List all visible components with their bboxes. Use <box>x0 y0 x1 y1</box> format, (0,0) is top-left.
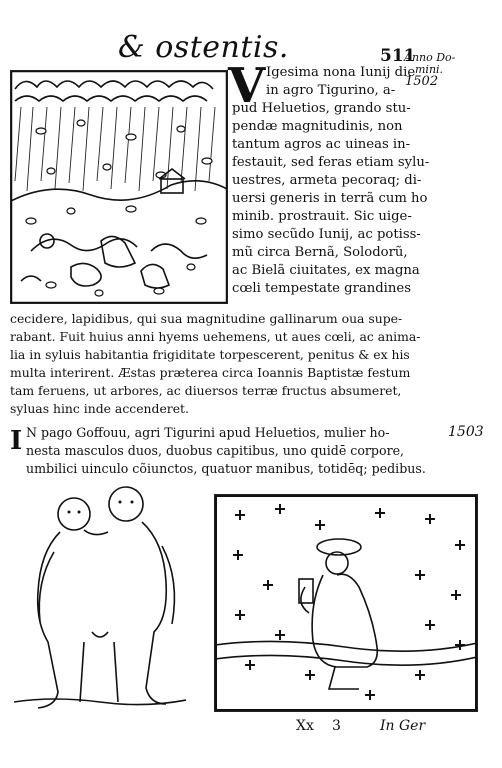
text-line: Igesima nona Iunij die <box>266 65 416 80</box>
text-line: festauit, sed feras etiam sylu- <box>232 155 430 170</box>
text-line: N pago Goffouu, agri Tigurini apud Heluetios, mulier ho- <box>26 425 390 440</box>
hailstorm-illustration <box>11 71 227 303</box>
text-line: mũ circa Bernã, Solodorũ, <box>232 245 408 260</box>
text-line: cœli tempestate grandines <box>232 281 411 296</box>
paragraph-2 <box>26 424 426 478</box>
signature-mark: Xx <box>296 718 314 734</box>
text-line: tam feruens, ut arbores, ac diuersos terræ fructus absumeret, <box>10 383 402 398</box>
conjoined-twins-woodcut <box>14 482 186 718</box>
text-line: umbilici uinculo cõiunctos, quatuor manibus, totidēq; pedibus. <box>26 461 426 476</box>
text-line: minib. prostrauit. Sic uige- <box>232 209 412 224</box>
drop-cap-i: I <box>10 426 23 456</box>
page-number: 511 <box>380 46 416 66</box>
text-line: uersi generis in terrã cum ho <box>232 191 428 206</box>
text-line: tantum agros ac uineas in- <box>232 137 411 152</box>
text-line: cecidere, lapidibus, qui sua magnitudine gallinarum oua supe- <box>10 311 403 326</box>
kneeling-figure-illustration <box>215 495 477 711</box>
paragraph-1-right-column-cont <box>232 100 429 298</box>
margin-note-domini: mini. <box>415 63 444 76</box>
hailstorm-woodcut <box>10 70 228 304</box>
text-line: in agro Tigurino, a- <box>266 83 396 98</box>
text-line: pendæ magnitudinis, non <box>232 119 403 134</box>
conjoined-twins-illustration <box>14 482 186 718</box>
text-line: rabant. Fuit huius anni hyems uehemens, ut aues cœli, ac anima- <box>10 329 421 344</box>
text-line: multa interirent. Æstas præterea circa Ioannis Baptistæ festum <box>10 365 411 380</box>
text-line: simo secũdo Iunij, ac potiss- <box>232 227 421 242</box>
paragraph-1-full-width <box>10 310 420 418</box>
kneeling-figure-woodcut <box>214 494 478 712</box>
margin-note-anno: Anno Do- <box>404 51 456 64</box>
catchword: In Ger <box>380 718 426 734</box>
margin-note-year-1503: 1503 <box>448 424 484 440</box>
text-line: lia in syluis habitantia frigiditate torpescerent, penitus & ex his <box>10 347 410 362</box>
text-line: ac Bielã ciuitates, ex magna <box>232 263 420 278</box>
text-line: nesta masculos duos, duobus capitibus, uno quidē corpore, <box>26 443 405 458</box>
page-title: & ostentis. <box>118 30 289 65</box>
paragraph-1-right-column <box>266 64 415 100</box>
text-line: syluas hinc inde accenderet. <box>10 401 189 416</box>
text-line: uestres, armeta pecoraq; di- <box>232 173 422 188</box>
signature-number: 3 <box>332 718 341 734</box>
text-line: pud Heluetios, grando stu- <box>232 101 411 116</box>
drop-cap-v: V <box>228 58 266 114</box>
margin-note-year-1502: 1502 <box>405 74 439 89</box>
